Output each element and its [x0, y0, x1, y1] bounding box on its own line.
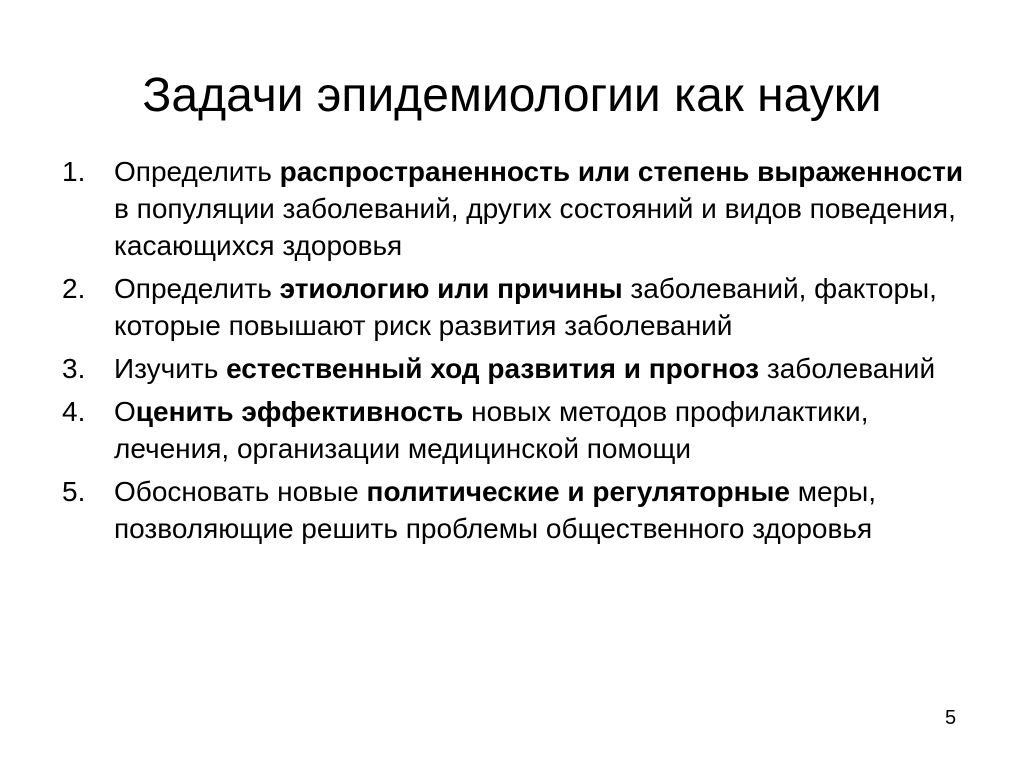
task-text-regular: Изучить — [114, 353, 227, 384]
task-text — [114, 156, 963, 261]
task-number: 5. — [62, 476, 86, 507]
task-list — [62, 153, 982, 553]
task-item-5 — [62, 473, 982, 547]
task-text — [114, 353, 935, 384]
task-text-regular: Определить — [114, 156, 280, 187]
task-text — [114, 273, 937, 341]
task-text — [114, 396, 868, 464]
task-text-emphasis: распространенность или степень выраженности — [279, 156, 964, 187]
task-text-emphasis: этиологию или причины — [279, 273, 623, 304]
task-number: 2. — [62, 273, 86, 304]
slide-title: Задачи эпидемиологии как науки — [142, 69, 882, 122]
task-text-regular: новых методов профилактики, лечения, организации медицинской помощи — [114, 396, 869, 464]
task-item-4 — [62, 393, 982, 467]
task-number: 1. — [62, 156, 86, 187]
task-text — [114, 476, 876, 544]
task-item-2 — [62, 270, 982, 344]
task-item-3 — [62, 350, 982, 387]
task-text-regular: в популяции заболеваний, других состояний и видов поведения, касающихся здоровья — [114, 193, 956, 261]
task-number: 3. — [62, 353, 86, 384]
task-number: 4. — [62, 396, 86, 427]
task-item-1 — [62, 153, 982, 264]
task-text-regular: заболеваний — [759, 353, 936, 384]
task-text-regular: меры, позволяющие решить проблемы общественного здоровья — [114, 476, 877, 544]
page-number: 5 — [945, 707, 957, 729]
task-text-regular: Определить — [114, 273, 280, 304]
task-text-emphasis: естественный ход развития и прогноз — [226, 353, 760, 384]
task-text-emphasis: политические и регуляторные — [366, 476, 790, 507]
task-text-emphasis: ценить эффективность — [135, 396, 464, 427]
task-text-regular: заболеваний, факторы, которые повышают риск развития заболеваний — [114, 273, 937, 341]
task-text-regular: Обосновать новые — [114, 476, 367, 507]
task-text-regular: О — [114, 396, 136, 427]
